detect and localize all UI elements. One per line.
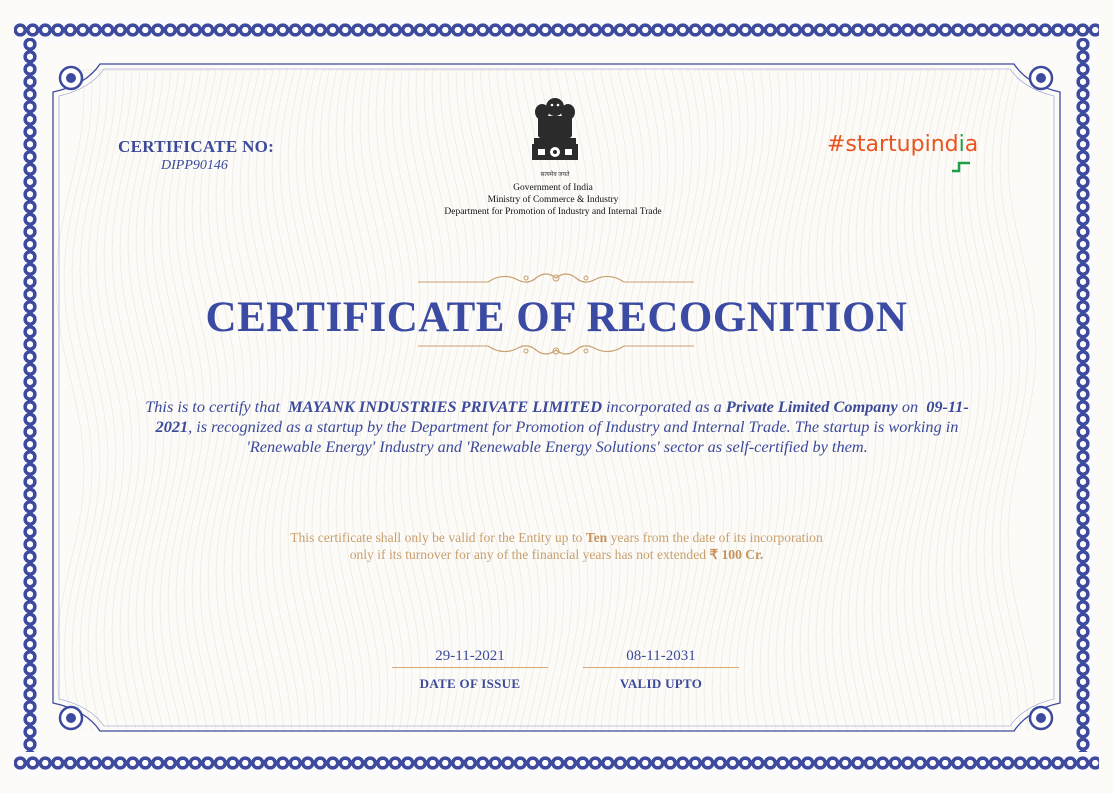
government-header [403,182,703,218]
validity-note [200,529,913,563]
statement-text-3: on [901,397,919,416]
statement-text-2: incorporated as a [606,397,722,416]
certificate-number-value: DIPP90146 [161,158,228,173]
startupindia-logo [827,132,978,157]
ornament-flourish-icon [418,268,694,288]
date-of-issue-block [392,648,548,692]
certification-statement [128,397,986,457]
logo-text-a: #startupind [827,132,959,157]
logo-text-green: i [958,132,965,157]
statement-text-1: This is to certify that [145,397,281,416]
company-type: Private Limited Company [725,397,898,416]
validity-text-3: only if its turnover for any of the financial years has not extended [349,547,707,562]
corner-medallion-icon [60,707,82,729]
valid-upto-value: 08-11-2031 [583,648,739,668]
validity-text-1: This certificate shall only be valid for the Entity up to [290,530,583,545]
government-line-2: Ministry of Commerce & Industry [487,195,619,205]
validity-years: Ten [585,530,608,545]
certificate-title: CERTIFICATE OF RECOGNITION [205,294,908,341]
valid-upto-label: VALID UPTO [619,676,703,691]
emblem-motto: सत्यमेव जयते [540,172,570,178]
company-name: MAYANK INDUSTRIES PRIVATE LIMITED [288,397,602,416]
date-of-issue-value: 29-11-2021 [392,648,548,668]
logo-text-b: a [964,132,979,157]
validity-text-2: years from the date of its incorporation [610,530,823,545]
corner-medallion-icon [1030,67,1052,89]
national-emblem-icon [524,92,586,168]
date-of-issue-label: DATE OF ISSUE [419,676,521,691]
startupindia-stairs-icon [951,159,971,173]
ornament-flourish-icon [418,340,694,360]
turnover-limit: ₹ 100 Cr. [709,547,764,562]
corner-medallion-icon [60,67,82,89]
valid-upto-block [583,648,739,692]
corner-medallion-icon [1030,707,1052,729]
statement-text-4: , is recognized as a startup by the Department for Promotion of Industry and Internal Trade. The startup is working in 'Renewable Energy' Industry and 'Renewable Energy Solutions' sector as self-certified by them. [188,417,959,456]
government-line-3: Department for Promotion of Industry and Internal Trade [444,207,662,217]
incorporation-date: 09-11-2021 [155,397,969,436]
government-line-1: Government of India [513,183,593,193]
certificate-number-label: CERTIFICATE NO: [118,137,275,156]
